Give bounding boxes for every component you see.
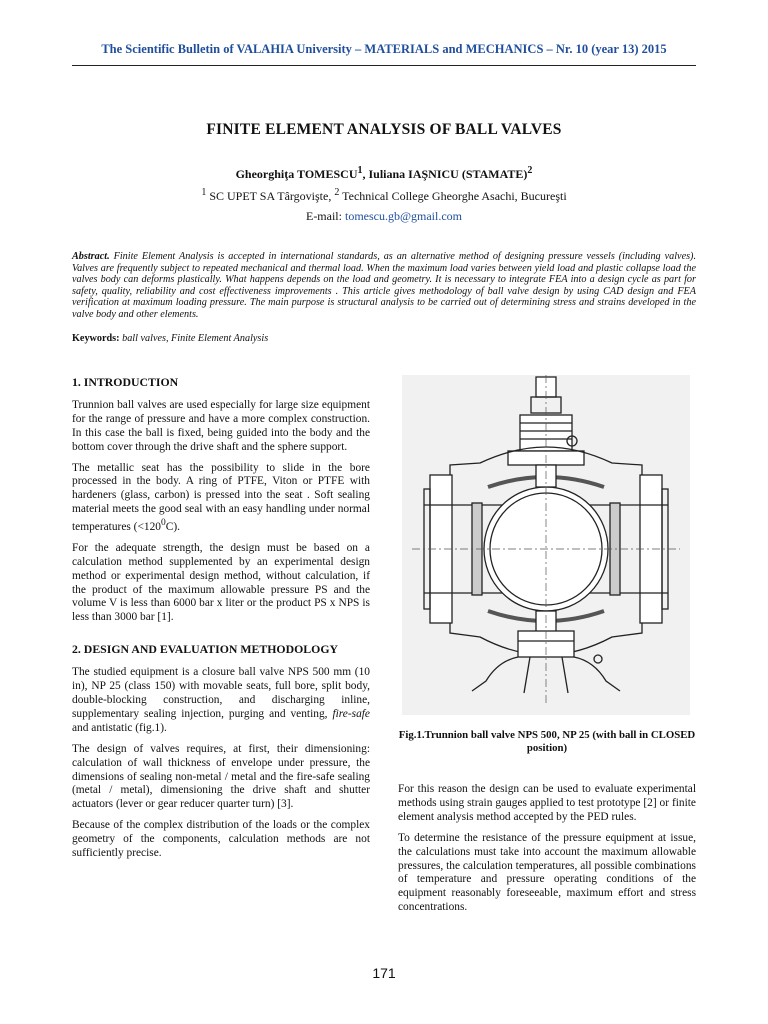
s2p1-text-a: The studied equipment is a closure ball valve NPS 500 mm (10 in), NP 25 (class 150) with movable seats, full bore, split body, double-blocking construction, and discharging inline, supplementary sealing injection, purging and venting,: [72, 666, 370, 720]
degree-sup: 0: [160, 518, 166, 529]
keywords-text: ball valves, Finite Element Analysis: [122, 333, 269, 344]
section-1-paragraph-3: For the adequate strength, the design must be based on a calculation method supplemented by an experimental design method or experimental design method, without calculation, if the product of the maximum allowable pressure PS and the volume V is less than 6000 bar x liter or the product PS x NPS is less than 3000 bar [1].: [72, 541, 370, 624]
affil-1: SC UPET SA Târgovişte,: [206, 189, 335, 203]
keywords-label: Keywords: [72, 333, 117, 344]
section-1-heading: 1. INTRODUCTION: [72, 375, 179, 389]
ball-valve-drawing: [402, 375, 690, 715]
abstract-text: Finite Element Analysis is accepted in international standards, as an alternative method of designing pressure vessels (including valves). Valves are frequently subject to repeated mechanical and thermal load. When the maximum load varies between yield load and plastic collapse load the valves body can deforms plastically. What happens depends on the load and geometry. It is necessary to integrate FEA into a design cycle as part for safety, quality, reliability and cost effectiveness improvements . This article gives methodology of ball valve design by using CAD design and FEA verification at maximum loading pressure. The main purpose is structural analysis to be carried out of determining stress and strains developed in the valve body and other elements.: [72, 251, 696, 320]
s2p1-emphasis: fire-safe: [332, 707, 370, 720]
email-label: E-mail:: [305, 209, 345, 223]
affil-1-sup: 1: [201, 187, 207, 198]
authors: [0, 165, 768, 182]
header-rule: [72, 65, 696, 66]
s2p1-text-b: and antistatic (fig.1).: [72, 721, 167, 734]
email-line: [0, 209, 768, 224]
keywords: [72, 333, 696, 344]
section-1-paragraph-2: [72, 462, 370, 535]
page-number: 171: [372, 965, 396, 981]
author-1: Gheorghiţa TOMESCU: [235, 167, 358, 181]
figure-1-caption: Fig.1.Trunnion ball valve NPS 500, NP 25 (with ball in CLOSED position): [398, 729, 696, 754]
author-separator: ,: [362, 167, 369, 181]
section-2-paragraph-3: Because of the complex distribution of the loads or the complex geometry of the components, calculation methods are not sufficiently precise.: [72, 819, 370, 860]
author-2: Iuliana IAŞNICU (STAMATE): [368, 167, 528, 181]
section-2-paragraph-1: [72, 666, 370, 736]
section-2-paragraph-2: The design of valves requires, at first, their dimensioning: calculation of wall thickness of envelope under pressure, the dimensions of sealing non-metal / metal and the fire-safe sealing (metal / metal), dimensioning the drive shaft and shutter actuators (lever or gear reducer quarter turn) [3].: [72, 742, 370, 811]
author-2-sup: 2: [527, 165, 533, 176]
paper-title: FINITE ELEMENT ANALYSIS OF BALL VALVES: [206, 121, 562, 138]
author-1-sup: 1: [357, 165, 363, 176]
journal-header: The Scientific Bulletin of VALAHIA University – MATERIALS and MECHANICS – Nr. 10 (year 13) 2015: [101, 42, 667, 56]
abstract: [72, 251, 696, 321]
affil-2-sup: 2: [334, 187, 340, 198]
figure-1: [402, 375, 690, 715]
keywords-colon: :: [116, 333, 123, 344]
affiliations: [0, 187, 768, 204]
section-2-heading: 2. DESIGN AND EVALUATION METHODOLOGY: [72, 642, 339, 657]
affil-2: Technical College Gheorghe Asachi, Bucureşti: [339, 189, 567, 203]
email-link[interactable]: tomescu.gb@gmail.com: [344, 209, 463, 223]
section-1-paragraph-1: Trunnion ball valves are used especially for large size equipment for the range of pressure and have a more complex construction. In this case the ball is fixed, being guided into the body and the bottom cover through the drive shaft and the sphere support.: [72, 398, 370, 453]
abstract-label: Abstract.: [72, 251, 110, 262]
left-column: [72, 376, 370, 868]
right-paragraph-2: To determine the resistance of the pressure equipment at issue, the calculations must take into account the maximum allowable pressures, the calculation temperatures, all possible combinations of temperature and pressure operating conditions of the equipment reasonably foreseeable, maximum effort and stress concentrations.: [398, 831, 696, 914]
s1p2-text-a: The metallic seat has the possibility to slide in the bore processed in the body. A ring of PTFE, Viton or PTFE with hardeners (glass, carbon) is pressed into the seat . Soft sealing material meets the good seal with an easy handling under normal temperatures (<120: [72, 461, 370, 533]
right-paragraph-1: For this reason the design can be used to evaluate experimental methods using strain gauges applied to test prototype [2] or finite element analysis method accepted by the PED rules.: [398, 783, 696, 823]
s1p2-text-b: C).: [165, 520, 180, 533]
right-column: [398, 783, 696, 922]
